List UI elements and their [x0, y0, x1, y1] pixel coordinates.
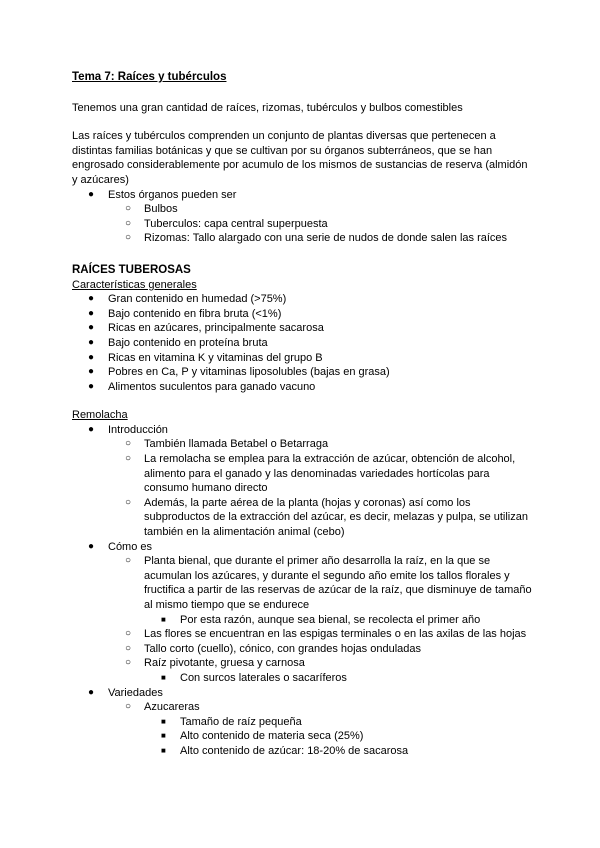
bullet-hollow-circle-icon: ○ [125, 555, 132, 567]
list-item [72, 321, 532, 336]
list-item [72, 437, 532, 452]
como-es-item: Las flores se encuentran en las espigas terminales o en las axilas de las hojas [144, 628, 527, 641]
organos-item: Rizomas: Tallo alargado con una serie de nudos de donde salen las raíces [144, 232, 508, 245]
bullet-hollow-circle-icon: ○ [125, 438, 132, 450]
bullet-filled-circle-icon: ● [88, 686, 95, 698]
list-item [72, 351, 532, 366]
document-page [72, 70, 532, 759]
introduccion-label: Introducción [108, 423, 168, 436]
bullet-filled-circle-icon: ● [88, 188, 95, 200]
list-item [72, 217, 532, 232]
bullet-square-icon: ■ [161, 614, 166, 624]
introduccion-item: Además, la parte aérea de la planta (hojas y coronas) así como los subproductos de la extracción del azúcar, es decir, melazas y pulpa, se utilizan también en la alimentación animal (cebo) [144, 496, 528, 539]
subsection-heading: Características generales [72, 278, 197, 291]
section-heading: RAÍCES TUBEROSAS [72, 263, 191, 276]
bullet-hollow-circle-icon: ○ [125, 203, 132, 215]
bullet-filled-circle-icon: ● [88, 351, 95, 363]
bullet-filled-circle-icon: ● [88, 380, 95, 392]
como-es-subitem: Por esta razón, aunque sea bienal, se recolecta el primer año [180, 613, 481, 626]
organos-list [72, 188, 532, 246]
caracteristicas-list [72, 292, 532, 394]
organos-item: Tuberculos: capa central superpuesta [144, 217, 328, 230]
list-item [72, 188, 532, 203]
caracteristica-item: Bajo contenido en fibra bruta (<1%) [108, 307, 282, 320]
caracteristica-item: Ricas en azúcares, principalmente sacarosa [108, 322, 324, 335]
como-es-item: Planta bienal, que durante el primer año desarrolla la raíz, en la que se acumulan los azúcares, y durante el segundo año emite los tallos florales y fructifica a partir de las reservas de azúcar de la raíz, que disminuye de tamaño al mismo tiempo que se endurece [144, 555, 532, 611]
bullet-filled-circle-icon: ● [88, 540, 95, 552]
list-item [72, 700, 532, 715]
caracteristica-item: Bajo contenido en proteína bruta [108, 336, 268, 349]
bullet-hollow-circle-icon: ○ [125, 217, 132, 229]
azucareras-item: Tamaño de raíz pequeña [180, 715, 302, 728]
bullet-hollow-circle-icon: ○ [125, 642, 132, 654]
azucareras-label: Azucareras [144, 701, 200, 714]
list-item [72, 686, 532, 701]
como-es-item: Raíz pivotante, gruesa y carnosa [144, 657, 305, 670]
bullet-square-icon: ■ [161, 716, 166, 726]
list-item [72, 231, 532, 246]
list-item [72, 336, 532, 351]
list-item [72, 613, 532, 628]
organos-item: Bulbos [144, 203, 178, 216]
bullet-hollow-circle-icon: ○ [125, 628, 132, 640]
list-item [72, 627, 532, 642]
list-item [72, 744, 532, 759]
remolacha-heading: Remolacha [72, 409, 128, 422]
intro-paragraph: Las raíces y tubérculos comprenden un conjunto de plantas diversas que pertenecen a distintas familias botánicas y que se cultivan por su órganos subterráneos, que se han engrosado considerablemente por acumulo de los mismos de sustancias de reserva (almidón y azúcares) [72, 130, 528, 186]
como-es-label: Cómo es [108, 540, 153, 553]
remolacha-list [72, 423, 532, 759]
bullet-filled-circle-icon: ● [88, 423, 95, 435]
bullet-square-icon: ■ [161, 672, 166, 682]
bullet-hollow-circle-icon: ○ [125, 496, 132, 508]
list-item [72, 292, 532, 307]
bullet-filled-circle-icon: ● [88, 307, 95, 319]
bullet-filled-circle-icon: ● [88, 366, 95, 378]
bullet-hollow-circle-icon: ○ [125, 453, 132, 465]
list-item [72, 307, 532, 322]
list-item [72, 423, 532, 438]
list-item [72, 642, 532, 657]
como-es-item: Tallo corto (cuello), cónico, con grandes hojas onduladas [144, 642, 421, 655]
page-title: Tema 7: Raíces y tubérculos [72, 71, 227, 83]
bullet-filled-circle-icon: ● [88, 322, 95, 334]
list-item [72, 365, 532, 380]
introduccion-item: También llamada Betabel o Betarraga [144, 438, 329, 451]
list-item [72, 729, 532, 744]
list-item [72, 380, 532, 395]
caracteristica-item: Gran contenido en humedad (>75%) [108, 293, 287, 306]
list-item [72, 452, 532, 496]
bullet-hollow-circle-icon: ○ [125, 657, 132, 669]
como-es-subitem: Con surcos laterales o sacaríferos [180, 671, 347, 684]
intro-text: Tenemos una gran cantidad de raíces, rizomas, tubérculos y bulbos comestibles [72, 101, 463, 114]
bullet-square-icon: ■ [161, 745, 166, 755]
caracteristica-item: Alimentos suculentos para ganado vacuno [108, 380, 316, 393]
introduccion-item: La remolacha se emplea para la extracción de azúcar, obtención de alcohol, alimento para el ganado y las denominadas variedades hortícolas para consumo humano directo [144, 453, 516, 495]
list-item [72, 656, 532, 671]
bullet-square-icon: ■ [161, 731, 166, 741]
list-item [72, 715, 532, 730]
variedades-label: Variedades [108, 686, 163, 699]
list-item [72, 671, 532, 686]
caracteristica-item: Pobres en Ca, P y vitaminas liposolubles (bajas en grasa) [108, 366, 390, 379]
list-item [72, 540, 532, 555]
bullet-hollow-circle-icon: ○ [125, 701, 132, 713]
organos-label: Estos órganos pueden ser [108, 188, 237, 201]
list-item [72, 554, 532, 612]
list-item [72, 202, 532, 217]
caracteristica-item: Ricas en vitamina K y vitaminas del grupo B [108, 351, 323, 364]
bullet-filled-circle-icon: ● [88, 293, 95, 305]
bullet-hollow-circle-icon: ○ [125, 232, 132, 244]
azucareras-item: Alto contenido de materia seca (25%) [180, 730, 364, 743]
azucareras-item: Alto contenido de azúcar: 18-20% de sacarosa [180, 744, 409, 757]
bullet-filled-circle-icon: ● [88, 336, 95, 348]
list-item [72, 496, 532, 540]
